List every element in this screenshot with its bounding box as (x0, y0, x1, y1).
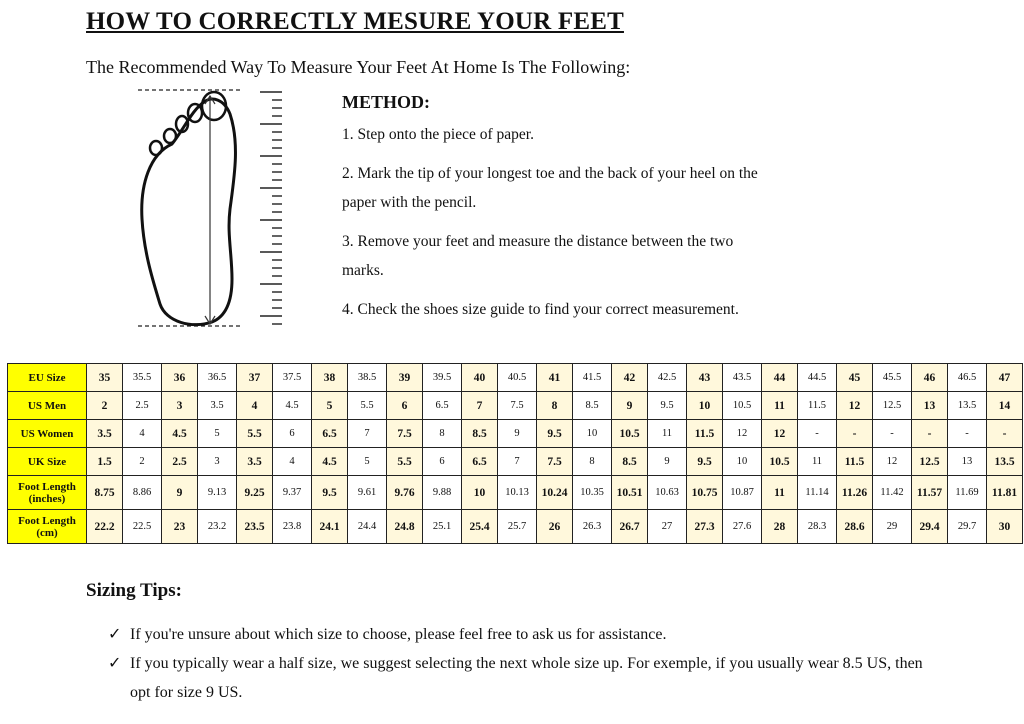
table-cell: - (912, 420, 948, 448)
sizing-tips-list (108, 620, 938, 707)
table-cell: 13 (948, 448, 987, 476)
table-cell: 27.3 (687, 510, 723, 544)
table-cell: 9 (612, 392, 648, 420)
table-cell: 43 (687, 364, 723, 392)
table-cell: 6.5 (462, 448, 498, 476)
table-cell: 10.24 (537, 476, 573, 510)
table-cell: 25.7 (498, 510, 537, 544)
table-cell: 26 (537, 510, 573, 544)
table-cell: 13.5 (948, 392, 987, 420)
table-cell: 36 (162, 364, 198, 392)
table-cell: 9.5 (312, 476, 348, 510)
table-cell: 8.5 (612, 448, 648, 476)
table-cell: 29.4 (912, 510, 948, 544)
table-cell: 25.1 (423, 510, 462, 544)
table-cell: - (987, 420, 1023, 448)
table-cell: 43.5 (723, 364, 762, 392)
table-cell: 45 (837, 364, 873, 392)
table-cell: 37.5 (273, 364, 312, 392)
tip-item (108, 649, 938, 707)
table-cell: 9.25 (237, 476, 273, 510)
table-cell: 4.5 (312, 448, 348, 476)
table-cell: 28 (762, 510, 798, 544)
row-header: UK Size (8, 448, 87, 476)
method-step-2: 2. Mark the tip of your longest toe and the back of your heel on the paper with the pencil. (342, 165, 758, 211)
tip-item (108, 620, 938, 649)
intro-text: The Recommended Way To Measure Your Feet At Home Is The Following: (86, 57, 631, 77)
tip-text: If you're unsure about which size to choose, please feel free to ask us for assistance. (130, 626, 667, 643)
table-cell: 8.5 (573, 392, 612, 420)
table-row (8, 392, 1023, 420)
table-cell: 5.5 (237, 420, 273, 448)
table-cell: 23.2 (198, 510, 237, 544)
table-cell: 11.69 (948, 476, 987, 510)
table-cell: 23.8 (273, 510, 312, 544)
table-cell: 9.88 (423, 476, 462, 510)
table-cell: 35.5 (123, 364, 162, 392)
table-cell: 10.5 (762, 448, 798, 476)
table-cell: 28.3 (798, 510, 837, 544)
table-cell: - (873, 420, 912, 448)
table-cell: 5.5 (348, 392, 387, 420)
table-cell: 11 (762, 392, 798, 420)
sizing-tips-heading: Sizing Tips: (86, 580, 182, 601)
table-cell: 42.5 (648, 364, 687, 392)
table-cell: 11.57 (912, 476, 948, 510)
table-cell: 26.7 (612, 510, 648, 544)
table-cell: 12 (873, 448, 912, 476)
table-cell: 11 (648, 420, 687, 448)
page-title: HOW TO CORRECTLY MESURE YOUR FEET (86, 8, 624, 35)
method-step-1: 1. Step onto the piece of paper. (342, 126, 534, 143)
table-cell: 11.42 (873, 476, 912, 510)
table-cell: 9.5 (687, 448, 723, 476)
table-cell: 7.5 (498, 392, 537, 420)
table-cell: 23 (162, 510, 198, 544)
table-cell: 10.63 (648, 476, 687, 510)
table-cell: 39 (387, 364, 423, 392)
table-cell: 8.86 (123, 476, 162, 510)
table-cell: 4 (273, 448, 312, 476)
table-cell: 8 (573, 448, 612, 476)
table-cell: 8.5 (462, 420, 498, 448)
foot-outline-icon (132, 84, 292, 334)
table-cell: 5.5 (387, 448, 423, 476)
table-cell: 13.5 (987, 448, 1023, 476)
table-cell: 38 (312, 364, 348, 392)
table-cell: 11.5 (837, 448, 873, 476)
table-cell: 11.14 (798, 476, 837, 510)
table-cell: 44 (762, 364, 798, 392)
table-row (8, 420, 1023, 448)
table-cell: 7 (348, 420, 387, 448)
table-cell: 4 (123, 420, 162, 448)
table-cell: 22.5 (123, 510, 162, 544)
table-cell: 9.61 (348, 476, 387, 510)
table-cell: 4.5 (273, 392, 312, 420)
table-cell: 10 (573, 420, 612, 448)
table-cell: 4 (237, 392, 273, 420)
table-cell: 3.5 (198, 392, 237, 420)
table-cell: - (948, 420, 987, 448)
table-cell: 7.5 (537, 448, 573, 476)
table-cell: 10 (687, 392, 723, 420)
table-cell: 37 (237, 364, 273, 392)
table-cell: 42 (612, 364, 648, 392)
table-cell: 10.87 (723, 476, 762, 510)
foot-illustration (132, 84, 292, 334)
table-cell: 9.76 (387, 476, 423, 510)
table-cell: 7.5 (387, 420, 423, 448)
method-step-3: 3. Remove your feet and measure the distance between the two marks. (342, 233, 734, 279)
table-cell: 9 (162, 476, 198, 510)
method-section (342, 90, 802, 334)
table-cell: 3.5 (237, 448, 273, 476)
table-cell: 6.5 (312, 420, 348, 448)
table-cell: 39.5 (423, 364, 462, 392)
table-cell: 24.4 (348, 510, 387, 544)
table-cell: 2 (123, 448, 162, 476)
size-chart-table (7, 363, 1023, 544)
table-cell: 10 (723, 448, 762, 476)
table-cell: 10.35 (573, 476, 612, 510)
table-cell: 13 (912, 392, 948, 420)
table-cell: 8 (423, 420, 462, 448)
row-header: US Men (8, 392, 87, 420)
table-cell: 2.5 (162, 448, 198, 476)
table-cell: 35 (87, 364, 123, 392)
table-cell: 11.5 (798, 392, 837, 420)
table-row (8, 476, 1023, 510)
table-cell: 40 (462, 364, 498, 392)
table-cell: 10.75 (687, 476, 723, 510)
table-cell: 38.5 (348, 364, 387, 392)
table-cell: 2.5 (123, 392, 162, 420)
table-cell: 3.5 (87, 420, 123, 448)
table-cell: 24.8 (387, 510, 423, 544)
table-cell: 9.5 (537, 420, 573, 448)
table-cell: 12 (762, 420, 798, 448)
table-cell: 28.6 (837, 510, 873, 544)
table-cell: 10.5 (612, 420, 648, 448)
row-header: EU Size (8, 364, 87, 392)
table-row (8, 510, 1023, 544)
check-icon: ✓ (108, 655, 122, 672)
table-cell: 29 (873, 510, 912, 544)
table-cell: 14 (987, 392, 1023, 420)
table-cell: 26.3 (573, 510, 612, 544)
table-cell: 47 (987, 364, 1023, 392)
table-cell: 5 (312, 392, 348, 420)
table-cell: 1.5 (87, 448, 123, 476)
table-cell: 6 (387, 392, 423, 420)
table-cell: 11.81 (987, 476, 1023, 510)
table-cell: 10.13 (498, 476, 537, 510)
table-cell: 27 (648, 510, 687, 544)
table-cell: 46.5 (948, 364, 987, 392)
table-cell: 12.5 (873, 392, 912, 420)
table-cell: 8.75 (87, 476, 123, 510)
table-cell: 11.26 (837, 476, 873, 510)
table-cell: 9 (648, 448, 687, 476)
table-cell: 9.13 (198, 476, 237, 510)
table-cell: 12 (723, 420, 762, 448)
table-cell: 36.5 (198, 364, 237, 392)
table-cell: 6 (423, 448, 462, 476)
table-cell: 4.5 (162, 420, 198, 448)
table-cell: 11 (762, 476, 798, 510)
table-cell: 7 (498, 448, 537, 476)
table-cell: 6.5 (423, 392, 462, 420)
table-cell: 5 (348, 448, 387, 476)
table-cell: 29.7 (948, 510, 987, 544)
table-cell: 40.5 (498, 364, 537, 392)
table-cell: 22.2 (87, 510, 123, 544)
table-cell: 23.5 (237, 510, 273, 544)
row-header: US Women (8, 420, 87, 448)
table-cell: - (798, 420, 837, 448)
table-cell: 9.37 (273, 476, 312, 510)
table-cell: 44.5 (798, 364, 837, 392)
table-cell: 6 (273, 420, 312, 448)
table-cell: 46 (912, 364, 948, 392)
table-cell: 5 (198, 420, 237, 448)
table-cell: 3 (162, 392, 198, 420)
table-cell: 27.6 (723, 510, 762, 544)
tip-text: If you typically wear a half size, we suggest selecting the next whole size up. For exemple, if you usually wear 8.5 US, then opt for size 9 US. (130, 655, 923, 701)
table-cell: 25.4 (462, 510, 498, 544)
table-cell: 10.51 (612, 476, 648, 510)
check-icon: ✓ (108, 626, 122, 643)
table-cell: 41 (537, 364, 573, 392)
table-cell: 3 (198, 448, 237, 476)
table-cell: 9 (498, 420, 537, 448)
table-cell: 11.5 (687, 420, 723, 448)
table-cell: 12 (837, 392, 873, 420)
table-row (8, 448, 1023, 476)
table-cell: 11 (798, 448, 837, 476)
table-cell: 10 (462, 476, 498, 510)
table-cell: 7 (462, 392, 498, 420)
table-cell: 9.5 (648, 392, 687, 420)
row-header: Foot Length (cm) (8, 510, 87, 544)
table-cell: 8 (537, 392, 573, 420)
row-header: Foot Length (inches) (8, 476, 87, 510)
table-cell: 12.5 (912, 448, 948, 476)
table-cell: 30 (987, 510, 1023, 544)
table-cell: 2 (87, 392, 123, 420)
table-cell: 45.5 (873, 364, 912, 392)
method-heading: METHOD: (342, 92, 430, 112)
table-cell: 10.5 (723, 392, 762, 420)
table-cell: - (837, 420, 873, 448)
table-cell: 41.5 (573, 364, 612, 392)
ruler-icon (260, 92, 282, 324)
table-cell: 24.1 (312, 510, 348, 544)
table-row (8, 364, 1023, 392)
method-step-4: 4. Check the shoes size guide to find your correct measurement. (342, 301, 739, 318)
